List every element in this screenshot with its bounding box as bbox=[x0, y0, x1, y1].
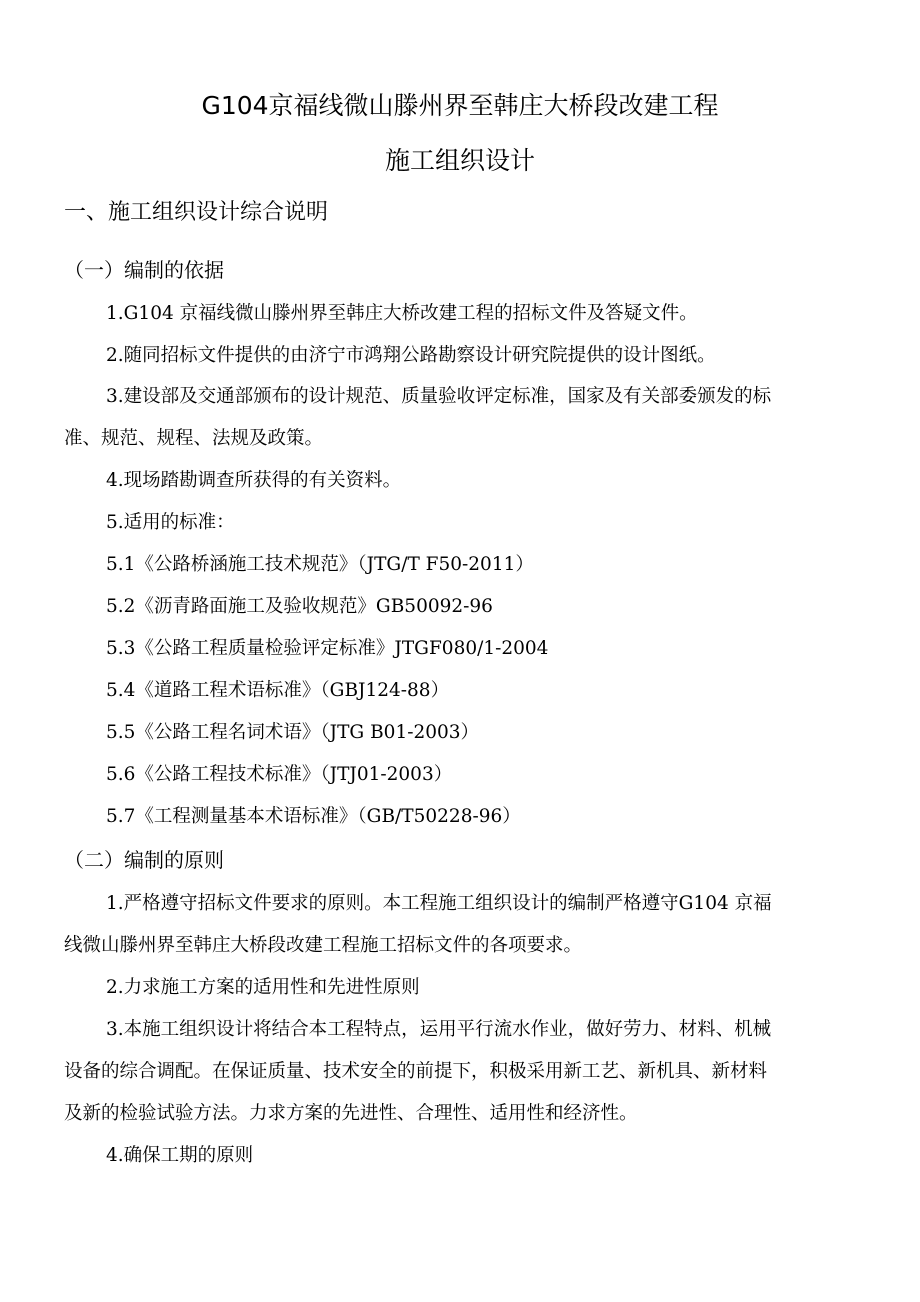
subsection-heading-principles: （二）编制的原则 bbox=[64, 848, 224, 872]
standard-item: 5.6《公路工程技术标准》（JTJ01-2003） bbox=[106, 764, 453, 785]
paragraph-line: 线微山滕州界至韩庄大桥段改建工程施工招标文件的各项要求。 bbox=[64, 935, 583, 956]
standard-item: 5.3《公路工程质量检验评定标准》JTGF080/1-2004 bbox=[106, 638, 549, 659]
paragraph-line: 2.力求施工方案的适用性和先进性原则 bbox=[106, 977, 420, 998]
document-title: G104京福线微山滕州界至韩庄大桥段改建工程 bbox=[201, 91, 719, 120]
standard-item: 5.2《沥青路面施工及验收规范》GB50092-96 bbox=[106, 596, 493, 617]
standard-item: 5.1《公路桥涵施工技术规范》（JTG/T F50-2011） bbox=[106, 554, 534, 575]
paragraph-line: 4.现场踏勘调查所获得的有关资料。 bbox=[106, 470, 402, 491]
paragraph-line: 2.随同招标文件提供的由济宁市鸿翔公路勘察设计研究院提供的设计图纸。 bbox=[106, 345, 716, 366]
paragraph-line: 设备的综合调配。在保证质量、技术安全的前提下，积极采用新工艺、新机具、新材料 bbox=[64, 1061, 768, 1082]
document-subtitle: 施工组织设计 bbox=[384, 146, 535, 175]
paragraph-line: 及新的检验试验方法。力求方案的先进性、合理性、适用性和经济性。 bbox=[64, 1103, 638, 1124]
standard-item: 5.4《道路工程术语标准》（GBJ124-88） bbox=[106, 680, 450, 701]
paragraph-line: 准、规范、规程、法规及政策。 bbox=[64, 428, 324, 449]
paragraph-line: 5.适用的标准： bbox=[106, 512, 235, 533]
subsection-heading-basis: （一）编制的依据 bbox=[64, 258, 224, 282]
standard-item: 5.7《工程测量基本术语标准》（GB/T50228-96） bbox=[106, 806, 521, 827]
section-heading: 一、施工组织设计综合说明 bbox=[64, 200, 329, 225]
paragraph-line: 1.严格遵守招标文件要求的原则。本工程施工组织设计的编制严格遵守G104 京福 bbox=[106, 893, 772, 914]
paragraph-line: 3.建设部及交通部颁布的设计规范、质量验收评定标准，国家及有关部委颁发的标 bbox=[106, 386, 772, 407]
paragraph-line: 4.确保工期的原则 bbox=[106, 1145, 254, 1166]
paragraph-line: 1.G104 京福线微山滕州界至韩庄大桥改建工程的招标文件及答疑文件。 bbox=[106, 303, 698, 324]
paragraph-line: 3.本施工组织设计将结合本工程特点，运用平行流水作业，做好劳力、材料、机械 bbox=[106, 1019, 772, 1040]
standard-item: 5.5《公路工程名词术语》（JTG B01-2003） bbox=[106, 722, 480, 743]
